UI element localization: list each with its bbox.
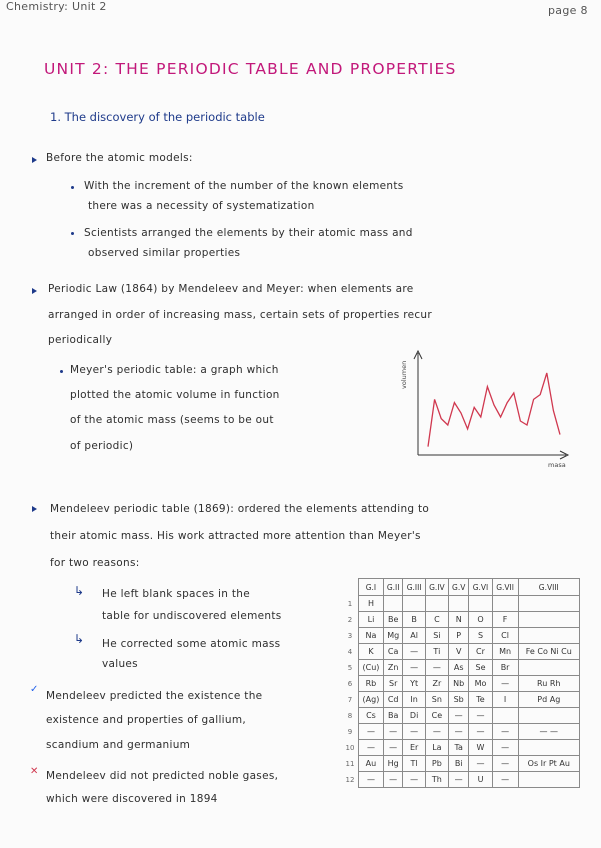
element-cell: — <box>492 724 518 740</box>
bullet-triangle-icon <box>32 157 37 163</box>
element-cell: — <box>448 772 468 788</box>
check-mark-icon: ✓ <box>30 684 39 695</box>
element-cell: La <box>425 740 448 756</box>
row-number: 10 <box>345 743 355 752</box>
element-cell: — <box>448 708 468 724</box>
law-line-2: arranged in order of increasing mass, certain sets of properties recur <box>48 309 432 321</box>
element-cell: I <box>492 692 518 708</box>
cross-line-2: which were discovered in 1894 <box>46 793 218 805</box>
mendeleev-line-3: for two reasons: <box>50 557 140 569</box>
before-bullet-2-line-2: observed similar properties <box>88 247 241 259</box>
element-cell: Zn <box>383 660 403 676</box>
group-header: G.VIII <box>518 579 579 596</box>
element-cell: Os Ir Pt Au <box>518 756 579 772</box>
element-cell <box>403 596 425 612</box>
element-cell: W <box>469 740 492 756</box>
element-cell: Mg <box>383 628 403 644</box>
reason-arrow-icon: ↳ <box>74 584 85 598</box>
element-cell: Ti <box>425 644 448 660</box>
graph-x-label: masa <box>548 461 566 469</box>
element-cell: Br <box>492 660 518 676</box>
element-cell <box>492 708 518 724</box>
element-cell: Se <box>469 660 492 676</box>
cross-mark-icon: ✕ <box>30 766 39 777</box>
before-bullet-1-line-1: With the increment of the number of the known elements <box>84 180 404 192</box>
table-row <box>342 724 580 740</box>
element-cell: C <box>425 612 448 628</box>
element-cell: — <box>383 772 403 788</box>
element-cell: — <box>492 740 518 756</box>
element-cell: Th <box>425 772 448 788</box>
page-number: page 8 <box>548 4 588 17</box>
element-cell: Cr <box>469 644 492 660</box>
element-cell: Hg <box>383 756 403 772</box>
element-cell: Nb <box>448 676 468 692</box>
table-corner <box>342 579 359 596</box>
element-cell: Di <box>403 708 425 724</box>
table-row <box>342 708 580 724</box>
check-line-3: scandium and germanium <box>46 739 191 751</box>
element-cell: Sb <box>448 692 468 708</box>
element-cell: (Ag) <box>359 692 384 708</box>
meyer-line-1: Meyer's periodic table: a graph which <box>70 364 279 376</box>
element-cell: K <box>359 644 384 660</box>
reason-1-line-1: He left blank spaces in the <box>102 588 250 600</box>
element-cell: — — <box>518 724 579 740</box>
table-row <box>342 772 580 788</box>
row-number: 6 <box>347 679 353 688</box>
cross-line-1: Mendeleev did not predicted noble gases, <box>46 770 279 782</box>
element-cell: — <box>403 772 425 788</box>
element-cell: In <box>403 692 425 708</box>
group-header: G.IV <box>425 579 448 596</box>
element-cell: Ta <box>448 740 468 756</box>
reason-1-line-2: table for undiscovered elements <box>102 610 282 622</box>
element-cell: — <box>425 724 448 740</box>
element-cell: — <box>492 676 518 692</box>
element-cell: Ba <box>383 708 403 724</box>
graph-y-label: volumen <box>400 360 408 389</box>
mendeleev-line-1: Mendeleev periodic table (1869): ordered the elements attending to <box>50 503 430 515</box>
section-subtitle: 1. The discovery of the periodic table <box>50 110 265 124</box>
element-cell <box>518 708 579 724</box>
group-header: G.II <box>383 579 403 596</box>
element-cell: Ca <box>383 644 403 660</box>
element-cell: — <box>469 708 492 724</box>
element-cell: Fe Co Ni Cu <box>518 644 579 660</box>
table-row <box>342 692 580 708</box>
element-cell: — <box>359 772 384 788</box>
element-cell: — <box>359 724 384 740</box>
element-cell: Zr <box>425 676 448 692</box>
element-cell: — <box>448 724 468 740</box>
element-cell: F <box>492 612 518 628</box>
table-row <box>342 596 580 612</box>
table-header-row <box>342 579 580 596</box>
element-cell: Pd Ag <box>518 692 579 708</box>
element-cell: — <box>403 724 425 740</box>
group-header: G.VI <box>469 579 492 596</box>
mendeleev-table <box>342 578 580 788</box>
row-number: 5 <box>347 663 353 672</box>
element-cell: — <box>403 644 425 660</box>
meyer-line-2: plotted the atomic volume in function <box>70 389 280 401</box>
element-cell: Bi <box>448 756 468 772</box>
element-cell: Ru Rh <box>518 676 579 692</box>
table-row <box>342 740 580 756</box>
group-header: G.VII <box>492 579 518 596</box>
reason-2-line-1: He corrected some atomic mass <box>102 638 281 650</box>
element-cell: — <box>359 740 384 756</box>
element-cell <box>518 660 579 676</box>
element-cell: Au <box>359 756 384 772</box>
element-cell: Be <box>383 612 403 628</box>
element-cell <box>469 596 492 612</box>
meyer-graph <box>388 345 583 475</box>
element-cell: Er <box>403 740 425 756</box>
element-cell: — <box>469 724 492 740</box>
element-cell: Na <box>359 628 384 644</box>
element-cell: O <box>469 612 492 628</box>
row-number: 2 <box>347 615 353 624</box>
element-cell <box>518 740 579 756</box>
mendeleev-line-2: their atomic mass. His work attracted more attention than Meyer's <box>50 530 421 542</box>
element-cell: H <box>359 596 384 612</box>
bullet-dot-icon <box>71 186 74 189</box>
group-header: G.III <box>403 579 425 596</box>
meyer-line-4: of periodic) <box>70 440 134 452</box>
element-cell: P <box>448 628 468 644</box>
table-row <box>342 660 580 676</box>
element-cell: V <box>448 644 468 660</box>
row-number: 4 <box>347 647 353 656</box>
element-cell: Ce <box>425 708 448 724</box>
group-header: G.V <box>448 579 468 596</box>
element-cell: Yt <box>403 676 425 692</box>
element-cell: Mo <box>469 676 492 692</box>
law-line-3: periodically <box>48 334 113 346</box>
table-row <box>342 612 580 628</box>
group-header: G.I <box>359 579 384 596</box>
table-row <box>342 644 580 660</box>
element-cell: B <box>403 612 425 628</box>
graph-data-line <box>428 373 560 447</box>
element-cell: Pb <box>425 756 448 772</box>
bullet-triangle-icon <box>32 506 37 512</box>
row-number: 7 <box>347 695 353 704</box>
element-cell: S <box>469 628 492 644</box>
table-row <box>342 628 580 644</box>
element-cell: Te <box>469 692 492 708</box>
before-bullet-2-line-1: Scientists arranged the elements by their atomic mass and <box>84 227 413 239</box>
element-cell: Cd <box>383 692 403 708</box>
bullet-dot-icon <box>71 232 74 235</box>
element-cell: Sr <box>383 676 403 692</box>
row-number: 1 <box>347 599 353 608</box>
element-cell: — <box>403 660 425 676</box>
element-cell: N <box>448 612 468 628</box>
row-number: 8 <box>347 711 353 720</box>
element-cell <box>518 596 579 612</box>
check-line-1: Mendeleev predicted the existence the <box>46 690 263 702</box>
law-line-1: Periodic Law (1864) by Mendeleev and Meyer: when elements are <box>48 283 414 295</box>
row-number: 11 <box>345 759 355 768</box>
row-number: 12 <box>345 775 355 784</box>
element-cell: As <box>448 660 468 676</box>
element-cell: — <box>383 724 403 740</box>
element-cell: Mn <box>492 644 518 660</box>
element-cell <box>448 596 468 612</box>
element-cell <box>425 596 448 612</box>
table-row <box>342 676 580 692</box>
element-cell: Cs <box>359 708 384 724</box>
check-line-2: existence and properties of gallium, <box>46 714 247 726</box>
element-cell <box>518 772 579 788</box>
bullet-dot-icon <box>60 370 63 373</box>
element-cell: — <box>492 772 518 788</box>
unit-title: UNIT 2: THE PERIODIC TABLE AND PROPERTIES <box>44 60 457 78</box>
row-number: 9 <box>347 727 353 736</box>
element-cell: (Cu) <box>359 660 384 676</box>
element-cell: Rb <box>359 676 384 692</box>
row-number: 3 <box>347 631 353 640</box>
element-cell: — <box>383 740 403 756</box>
meyer-line-3: of the atomic mass (seems to be out <box>70 414 274 426</box>
table-row <box>342 756 580 772</box>
element-cell: Cl <box>492 628 518 644</box>
element-cell: — <box>425 660 448 676</box>
element-cell: U <box>469 772 492 788</box>
element-cell: Sn <box>425 692 448 708</box>
element-cell <box>518 628 579 644</box>
element-cell: — <box>492 756 518 772</box>
element-cell: Si <box>425 628 448 644</box>
before-bullet-1-line-2: there was a necessity of systematization <box>88 200 315 212</box>
page-header-left: Chemistry: Unit 2 <box>6 0 107 13</box>
element-cell <box>383 596 403 612</box>
bullet-triangle-icon <box>32 288 37 294</box>
before-lead: Before the atomic models: <box>46 152 193 164</box>
element-cell: Al <box>403 628 425 644</box>
element-cell: Tl <box>403 756 425 772</box>
element-cell <box>518 612 579 628</box>
element-cell <box>492 596 518 612</box>
reason-arrow-icon: ↳ <box>74 632 85 646</box>
element-cell: Li <box>359 612 384 628</box>
element-cell: — <box>469 756 492 772</box>
reason-2-line-2: values <box>102 658 138 670</box>
